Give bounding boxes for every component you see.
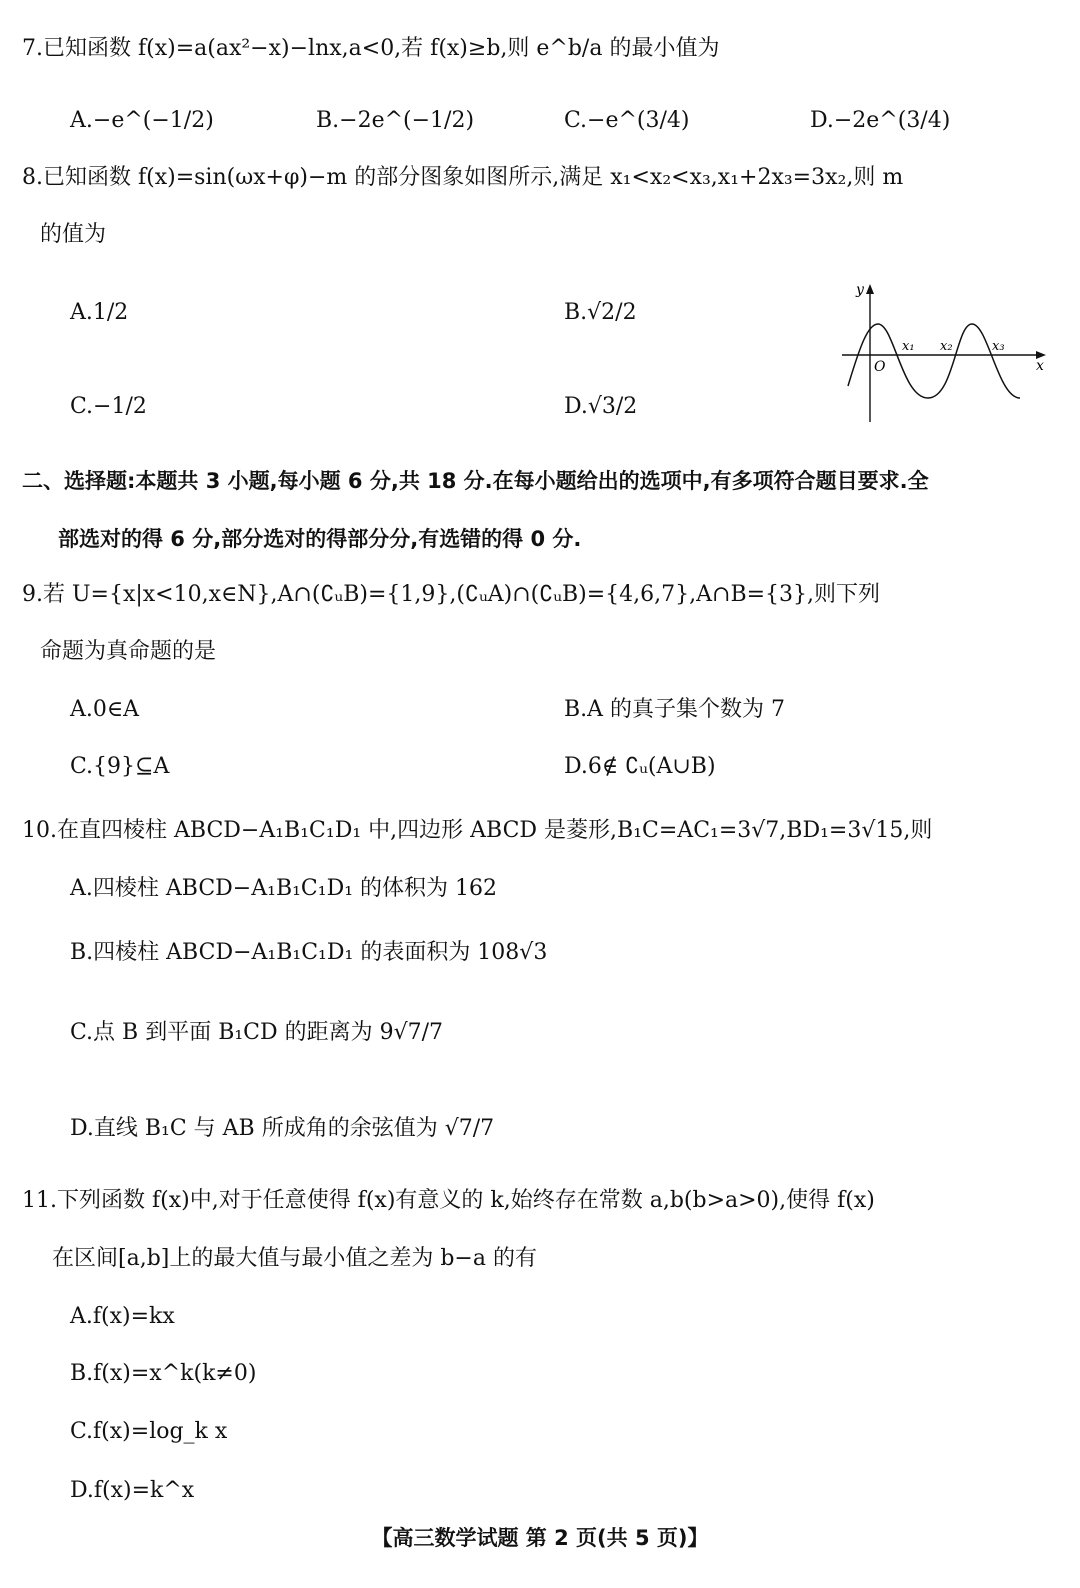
q8-sine-graph xyxy=(838,278,1050,426)
q11-option-d: D.f(x)=k^x xyxy=(70,1478,195,1503)
q9-stem-line2: 命题为真命题的是 xyxy=(40,639,217,664)
q10-option-b: B.四棱柱 ABCD−A₁B₁C₁D₁ 的表面积为 108√3 xyxy=(70,940,548,965)
q9-option-a: A.0∈A xyxy=(70,697,140,722)
graph-label-x2: x₂ xyxy=(940,339,953,354)
q7-stem: 7.已知函数 f(x)=a(ax²−x)−lnx,a<0,若 f(x)≥b,则 e^b/a 的最小值为 xyxy=(22,36,720,61)
graph-label-x3: x₃ xyxy=(992,339,1005,354)
page-footer: 【高三数学试题 第 2 页(共 5 页)】 xyxy=(371,1526,709,1550)
q7-option-c: C.−e^(3/4) xyxy=(564,108,690,133)
q11-stem-line1: 11.下列函数 f(x)中,对于任意使得 f(x)有意义的 k,始终存在常数 a,b(b>a>0),使得 f(x) xyxy=(22,1188,875,1213)
q8-stem-line1: 8.已知函数 f(x)=sin(ωx+φ)−m 的部分图象如图所示,满足 x₁<x₂<x₃,x₁+2x₃=3x₂,则 m xyxy=(22,165,904,190)
q8-option-b: B.√2/2 xyxy=(564,300,637,325)
q10-option-a: A.四棱柱 ABCD−A₁B₁C₁D₁ 的体积为 162 xyxy=(70,876,498,901)
graph-label-y: y xyxy=(856,282,864,298)
q11-option-b: B.f(x)=x^k(k≠0) xyxy=(70,1361,257,1386)
q8-stem-line2: 的值为 xyxy=(40,222,107,247)
section2-heading-line2: 部选对的得 6 分,部分选对的得部分分,有选错的得 0 分. xyxy=(58,527,582,551)
graph-y-arrow xyxy=(866,284,874,294)
graph-label-origin: O xyxy=(874,359,886,375)
q9-option-b: B.A 的真子集个数为 7 xyxy=(564,697,786,722)
q11-option-c: C.f(x)=log_k x xyxy=(70,1419,228,1444)
q9-option-d: D.6∉ ∁ᵤ(A∪B) xyxy=(564,754,716,779)
q10-stem: 10.在直四棱柱 ABCD−A₁B₁C₁D₁ 中,四边形 ABCD 是菱形,B₁C=AC₁=3√7,BD₁=3√15,则 xyxy=(22,818,933,843)
graph-label-x1: x₁ xyxy=(902,339,915,354)
q9-stem-line1: 9.若 U={x|x<10,x∈N},A∩(∁ᵤB)={1,9},(∁ᵤA)∩(∁ᵤB)={4,6,7},A∩B={3},则下列 xyxy=(22,582,881,607)
q8-option-d: D.√3/2 xyxy=(564,394,638,419)
section2-heading-line1: 二、选择题:本题共 3 小题,每小题 6 分,共 18 分.在每小题给出的选项中,有多项符合题目要求.全 xyxy=(22,469,929,493)
q8-option-c: C.−1/2 xyxy=(70,394,147,419)
q11-option-a: A.f(x)=kx xyxy=(70,1304,175,1329)
q10-option-d: D.直线 B₁C 与 AB 所成角的余弦值为 √7/7 xyxy=(70,1116,495,1141)
q7-option-b: B.−2e^(−1/2) xyxy=(316,108,475,133)
q7-option-d: D.−2e^(3/4) xyxy=(810,108,951,133)
q8-option-a: A.1/2 xyxy=(70,300,129,325)
q9-option-c: C.{9}⊆A xyxy=(70,754,170,779)
q11-stem-line2: 在区间[a,b]上的最大值与最小值之差为 b−a 的有 xyxy=(52,1246,537,1271)
q7-option-a: A.−e^(−1/2) xyxy=(70,108,214,133)
q10-option-c: C.点 B 到平面 B₁CD 的距离为 9√7/7 xyxy=(70,1020,444,1045)
graph-label-x: x xyxy=(1036,358,1044,374)
